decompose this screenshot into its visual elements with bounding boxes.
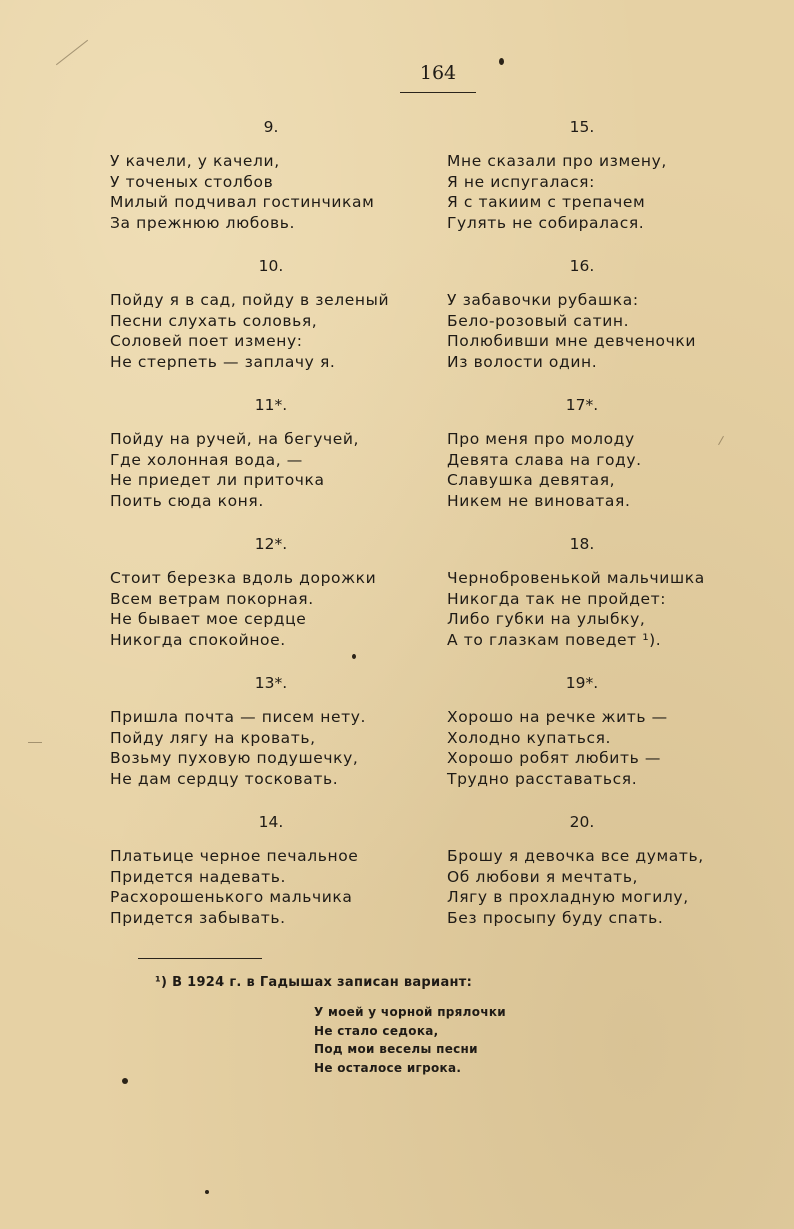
verse-line: Лягу в прохладную могилу,: [447, 888, 689, 907]
stanza-number: 13*.: [254, 674, 288, 692]
footnote-verse: [314, 1003, 506, 1077]
left-column: [110, 114, 432, 948]
stanza-number: 17*.: [565, 396, 599, 414]
verse-line: Бело-розовый сатин.: [447, 311, 630, 330]
right-column: [447, 114, 747, 948]
verse-line: Всем ветрам покорная.: [110, 589, 314, 608]
verse-line: Холодно купаться.: [447, 728, 612, 747]
verse-line: Хорошо на речке жить —: [447, 708, 668, 726]
footnote-marker: ¹): [155, 975, 168, 990]
footnote-verse-line: Не осталосе игрока.: [314, 1060, 462, 1075]
verse-line: Девята слава на году.: [447, 450, 642, 469]
footnote-verse-line: Не стало седока,: [314, 1023, 439, 1038]
verse-line: Славушка девятая,: [447, 471, 616, 490]
verse-line: Возьму пуховую подушечку,: [110, 749, 359, 768]
verse-line: Соловей поет измену:: [110, 332, 303, 351]
stanza-number: 11*.: [254, 396, 288, 414]
page-number-rule: [400, 92, 476, 93]
verse-line: У забавочки рубашка:: [447, 291, 639, 309]
verse-line: У точеных столбов: [110, 172, 274, 191]
stanza-number: 14.: [258, 813, 284, 831]
verse-line: Не бывает мое сердце: [110, 610, 307, 629]
stanza: [110, 253, 432, 392]
verse-line: Никем не виноватая.: [447, 491, 631, 510]
verse-line: Из волости один.: [447, 352, 598, 371]
verse-line: Не приедет ли приточка: [110, 471, 325, 490]
verse-line: За прежнюю любовь.: [110, 213, 295, 232]
verse-line: У качели, у качели,: [110, 152, 280, 170]
stanza: [447, 253, 747, 392]
stanza: [447, 114, 747, 253]
footnote-heading: [155, 975, 472, 990]
verse-line: Не дам сердцу тосковать.: [110, 769, 339, 788]
verse-line: Брошу я девочка все думать,: [447, 847, 704, 865]
ink-speck: [122, 1078, 128, 1084]
verse-line: Мне сказали про измену,: [447, 152, 667, 170]
stanza: [447, 392, 747, 531]
verse-line: Поить сюда коня.: [110, 491, 264, 510]
verse-line: Милый подчивал гостинчикам: [110, 193, 375, 212]
stanza-number: 9.: [263, 118, 279, 136]
ink-speck: [352, 654, 356, 659]
verse-line: Пойду на ручей, на бегучей,: [110, 430, 360, 448]
verse-line: Не стерпеть — заплачу я.: [110, 352, 336, 371]
stanza-number: 18.: [569, 535, 595, 553]
verse-line: Об любови я мечтать,: [447, 867, 639, 886]
verse-line: Хорошо робят любить —: [447, 749, 661, 768]
verse-line: Без просыпу буду спать.: [447, 908, 664, 927]
footnote-verse-line: Под мои веселы песни: [314, 1042, 478, 1056]
verse-line: Расхорошенького мальчика: [110, 888, 353, 907]
verse-line: Песни слухать соловья,: [110, 311, 318, 330]
verse-line: Пришла почта — писем нету.: [110, 708, 367, 726]
footnote-text: В 1924 г. в Гадышах записан вариант:: [172, 975, 473, 990]
verse-line: Стоит березка вдоль дорожки: [110, 569, 377, 587]
verse-line: Пойду я в сад, пойду в зеленый: [110, 291, 390, 309]
paper-scratch: [28, 742, 42, 743]
stanza-number: 12*.: [254, 535, 288, 553]
verse-line: Никогда спокойное.: [110, 630, 286, 649]
verse-line: Придется надевать.: [110, 867, 287, 886]
stanza: [110, 531, 432, 670]
footnote-rule: [138, 958, 262, 959]
ink-speck: [499, 58, 504, 65]
stanza-number: 16.: [569, 257, 595, 275]
verse-line: А то глазкам поведет ¹).: [447, 630, 662, 649]
stanza: [447, 531, 747, 670]
verse-line: Пойду лягу на кровать,: [110, 728, 316, 747]
stanza-number: 10.: [258, 257, 284, 275]
footnote-verse-line: У моей у чорной прялочки: [314, 1005, 507, 1019]
verse-line: Платьице черное печальное: [110, 847, 359, 865]
verse-line: Я с такиим с трепачем: [447, 193, 646, 212]
paper-scratch: [56, 40, 88, 65]
stanza: [447, 670, 747, 809]
verse-line: Полюбивши мне девченочки: [447, 332, 697, 351]
stanza-number: 15.: [569, 118, 595, 136]
stanza: [110, 392, 432, 531]
verse-line: Про меня про молоду: [447, 430, 635, 448]
verse-line: Либо губки на улыбку,: [447, 610, 646, 629]
page-number: 164: [419, 62, 457, 84]
verse-line: Гулять не собиралася.: [447, 213, 645, 232]
verse-line: Где холонная вода, —: [110, 450, 303, 469]
stanza-number: 19*.: [565, 674, 599, 692]
verse-line: Никогда так не пройдет:: [447, 589, 667, 608]
verse-line: Трудно расставаться.: [447, 769, 638, 788]
stanza: [447, 809, 747, 948]
verse-line: Чернобровенькой мальчишка: [447, 569, 705, 587]
verse-line: Я не испугалася:: [447, 172, 595, 191]
stanza: [110, 114, 432, 253]
verse-line: Придется забывать.: [110, 908, 286, 927]
stanza: [110, 670, 432, 809]
ink-speck: [205, 1190, 209, 1194]
stanza-number: 20.: [569, 813, 595, 831]
stanza: [110, 809, 432, 948]
